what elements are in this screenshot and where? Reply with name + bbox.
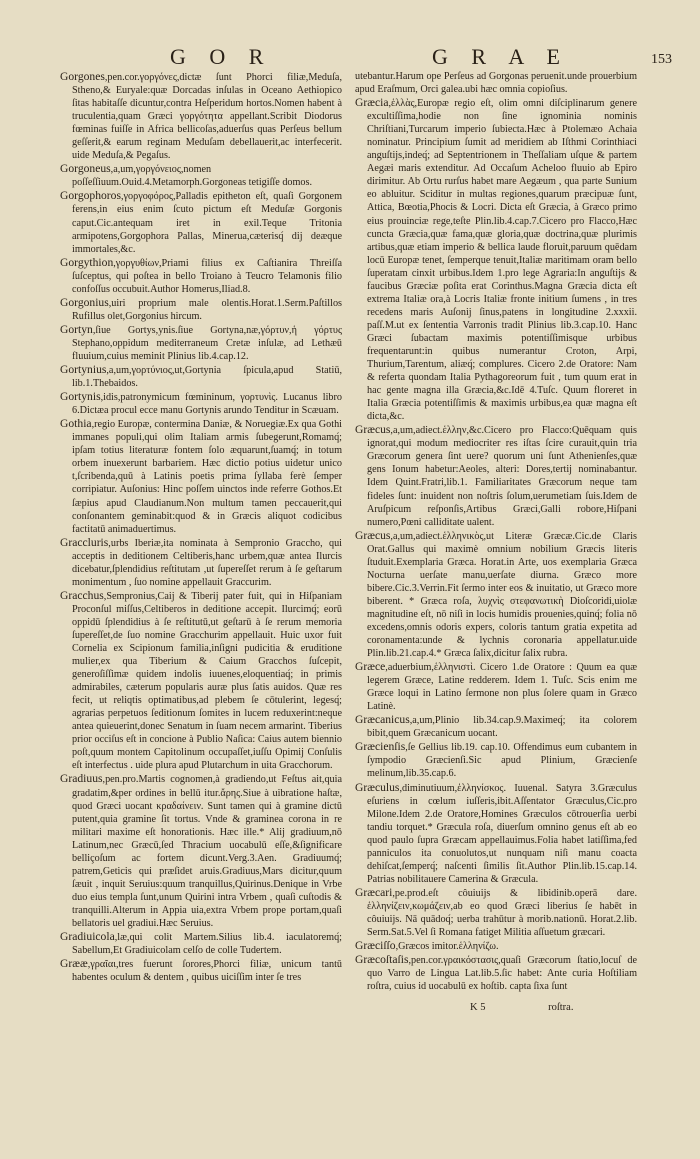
right-column bbox=[355, 70, 637, 1070]
dictionary-entry bbox=[60, 323, 342, 363]
entry-body: ,diminutiuum,ἑλληνίσκος. Iuuenal. Satyra 3.Græculus eſuriens in cœlum iuſſeris,ibit.Aſſentator Græculus,Cic.pro Milone.Idem 2.de Oratore,Homines Græculos cōtrouerſia uerbi tandiu torquet.* Græcula roſa, diuerſum omnino genus eſt ab eo quod paulo ſupra Græcam appellauimus.Folia habet latiſſima,fed panniculos ita conuolutos,ut nunquam niſi manu coacta dehiſcat,ſemperq́; naſcenti ſimilis ſit.Author Plin.lib.15.cap.14. Patrias nobilitauere Camerina & Græcula. bbox=[367, 782, 637, 885]
dictionary-entry bbox=[355, 529, 637, 660]
entry-body: ,urbs Iberiæ,ita nominata à Sempronio Graccho, qui acceptis in deditionem Celtiberis,hanc urbem,quæ antea Ilurcis dicebatur,ſplendidius reſtitutam ,ut ſupereſſet rerum à ſe geſtarum monimentum , ſuo nomine appellauit Graccurim. bbox=[72, 537, 342, 588]
entry-headword: Grææ bbox=[60, 957, 88, 971]
entry-body: utebantur.Harum ope Perſeus ad Gorgonas peruenit.unde prouerbium apud Eraſmum, Orci galea.ubi hæc omnia copioſius. bbox=[355, 71, 637, 96]
header-left: G O R bbox=[170, 44, 273, 69]
entry-body: ,pen.cor.γραικόστασις,quaſi Græcorum ſtatio,locuſ de quo Varro de Lingua Lat.lib.5.ſic habet: Ante curia Hoſtiliam roſtra, cuius id uocabulū ex hoſtib. capta ſixa ſunt bbox=[367, 955, 637, 993]
entry-headword: Græcia bbox=[355, 96, 389, 110]
entry-headword: Græciſſo bbox=[355, 939, 396, 953]
entry-headword: Gradiuus bbox=[60, 772, 103, 786]
entry-headword: Gortyn bbox=[60, 322, 93, 336]
entry-body: ,γοργυθίων,Priami filius ex Caſtianira Threiſſa ſuſceptus, qui poſtea in bello Troiano à Teucro Telamonis filio confoſſus occubuit.Author Homerus,Iliad.8. bbox=[72, 257, 342, 295]
entry-headword: Græcus bbox=[355, 528, 391, 542]
header-right: G R A E bbox=[432, 44, 569, 69]
entry-body: ,regio Europæ, contermina Daniæ, & Noruegiæ.Ex qua Gothi immanes populi,qui olim Italiam armis ſubegerunt,Romamq́; ipſam totius literaturæ fontem ſolo æquarunt,ſuamq́; in totum orbem inuexerunt barbariem. Hæc dictio potius uidetur unico t,ſcribenda,quū à Latinis poetis prima ſyllaba ferè ſemper corripiatur. Auſonius: Hinc poſſem uinctos inde referre Gothos.Et ſæpius apud Claudianum.Non multum tamen peccauerit,qui conſonantem geminabit:quod & in Græcis aliquot codicibus factitatū animaduertimus. bbox=[72, 419, 342, 535]
entry-headword: Gorgoneus bbox=[60, 162, 111, 176]
entry-headword: Græce bbox=[355, 660, 386, 674]
entry-body: ,a,um,adiect.ἑλλην,&c.Cicero pro Flacco:Quēquam quis ignorat,qui modum mediocriter res iſtas ſcire curauit,quin tria Græcorum genera ſint uere? quorum uni ſunt Athenienſes,quæ gens Ionum habetur:Aeoles, alteri: Dores,tertij nominabantur. Idem Quint.Fratri,lib.1. Familiaritates Græcorum neque tam fideles ſunt: inuident non noſtris ſolum,uerumetiam ſuis.Idem de Aruſpicum reſponſis,Artibus Græci,Galli robore,Hiſpani numero,Pœni calliditate ualent. bbox=[367, 425, 637, 528]
catchword: roſtra. bbox=[548, 1002, 574, 1013]
dictionary-entry bbox=[60, 70, 342, 162]
entry-body: ,pen.pro.Martis cognomen,à gradiendo,ut Feſtus ait,quia gradatim,&per ordines in bellū itur.ἄρης.Siue à uibratione haſtæ, quod Græci uocant κραδαίνειν. Sunt tamen qui à gramine dictū putent,quia gramine ſit tortus. Vnde & graminea corona in re militari maxime eſt honorationis. Hæc ille.* Alij gradiuum,nō Latinum,nec Græcū,ſed Thracium uocabulū eſſe,&ſignificare belliçoſum ac fortem dicunt.Verg.3.Aen. Gradiuumq́; patrem,Geticis qui præſidet aruis.Gradiuus,Mars dicitur,quum ſæuit , inquit Seruius:quum tranquillus,Quirinus.Denique in Vrbe duo eius templa ſunt,unum Quirini intra Vrbem , quaſi cuſtodis & tranquilli.Alterum in Appia uia,extra Vrbem prope portam,quaſi bellatoris uel gradiui.Hæc Seruius. bbox=[72, 774, 342, 929]
entry-body: ,Sempronius,Caij & Tiberij pater fuit, qui in Hiſpaniam Proconſul miſſus,Celtiberos in deditione accepit. Ilurcimq́; eorū oppidū ſplendidius à ſe reſtitutū,ut geſtarū à ſe rerum memoria ſupereſſet,de ſuo nomine Gracchurim appellauit. Huic uxor fuit Cornelia ex Scipionum familia,inſigni pudicitia & eruditione mulier,ex qua Tiberium & Caium Gracchos ſuſcepit, generoſiſſimæ quidem indolis iuuenes,eloquentiaq́; in primis admirabiles, cæterum popularis auræ plus ſatis auidos. Quæ res fecit, ut reliqtis optimatibus,ad plebem ſe cōtulerint, legesq́; agrarias perpetuos ſeditionum ſomites in lucem reduxerint:neque antea quieuerint,donec Senatum in ſuam necem armarint. Tiberius prior occiſus eſt in concione à Publio Naſica: Caius autem biennio poſt,quum montem Capitolinum occupaſſet,iuſſu Opimij Conſulis eſt interfectus . uide plura apud Plutarchum in uita Gracchorum. bbox=[72, 590, 342, 772]
dictionary-entry bbox=[60, 930, 342, 957]
dictionary-entry bbox=[355, 660, 637, 713]
entry-headword: Græcoſtaſis bbox=[355, 953, 409, 967]
entry-headword: Græcari bbox=[355, 885, 393, 899]
entry-headword: Graccluris bbox=[60, 535, 109, 549]
dictionary-entry bbox=[60, 589, 342, 773]
entry-headword: Græcanicus bbox=[355, 713, 410, 727]
entry-headword: Gothia bbox=[60, 417, 92, 431]
entry-headword: Gracchus bbox=[60, 588, 104, 602]
entry-body: ,uiri proprium male olentis.Horat.1.Serm.Paſtillos Rufillus olet,Gorgonius hircum. bbox=[72, 297, 342, 322]
entry-body: ,γραῖαι,tres fuerunt ſorores,Phorci filiæ, unicum tantū habentes oculum & dentem , quibus uiciſſim inter ſe tres bbox=[72, 959, 342, 984]
dictionary-entry bbox=[355, 70, 637, 96]
entry-body: ,a,um,γορτύνιος,ut,Gortynia ſpicula,apud Statiū, lib.1.Thebaidos. bbox=[72, 365, 342, 390]
signature-mark: K 5 bbox=[470, 1002, 486, 1013]
entry-body: ,a,um,adiect.ἑλληνικὸς,ut Literæ Græcæ.Cic.de Claris Orat.Gallus qui maximè omnium nobilium Græcis literis ſtuduit.Exemplaria Græca. Horat.in Arte, uos exemplaria Græca Nocturna uerſate manu,uerſate diurna. Græco more bibere.Cic.3.Verrin.Fit ſermo inter eos & inuitatio, ut Græco more biberent. * Græca roſa, λυχνὶς στεφανωτικὴ Dioſcoridi,uiolæ magnitudine eſt, nō niſi in locis humidis prouenies,quinq́; folia nō excedens,omnis odoris expers, coloris tantum gratia expetita ad coronamenta:unde & lychnis coronaria appellatur.uide Plin.lib.21.cap.4.* Græca ſalix,dicitur ſalix rubra. bbox=[367, 530, 637, 660]
dictionary-entry bbox=[355, 423, 637, 528]
entry-headword: Gorgythion bbox=[60, 255, 114, 269]
dictionary-entry bbox=[60, 772, 342, 930]
entry-body: ,ἑλλὰς,Europæ regio eſt, olim omni diſciplinarum genere excultiſſima,hodie non ſine ignominia nominis Chriſtiani,Turcarum imperio ſubiecta.Hæc à Ptolemæo Achaia nominatur. Principium ſumit ad meridiem ab Iſthmi Corinthiaci anguſtijs,indeq́; ad Septentrionem in Theſſaliam uſque & partem Aegæi maris extenditur. Ad Occaſum Acheloo fluuio ab Epiro dirimitur. Ab Ortu rurſus habet mare Aegæum , qua parte Sunium eo abluitur. Sciditur in multas regiones,quarum præcipuæ ſunt, Attica, Bœotia,Phocis & Locri. Dicta eſt Græcia, à Græco primo eius prouinciæ rege,teſte Plin.lib.4.cap.7.Cicero pro Flacco,Hæc cuncta Græcia,quæ fama,quæ gloria,quæ doctrina,quæ plurimis artibus,quæ etiam imperio & bellica laude floruit,paruum quēdam locū Europæ tenet, ſemperque tenuit,Italiæ maritimam oram bello ſuperatam cinxit urbibus.Idem 1.pro lege Agraria:In anguſtijs & faucibus Græciæ poſita erat Corinthus.Magna Græcia dicta eſt extrema Italiæ ora,à Locris Italiæ fronte initium ſumens , in tres recedens maris Auſonij ſinus,patens in longitudine 2.xxxii. paſſ.M.ut ex ſententia Varronis tradit Plinius lib.3.cap.10. Hanc Græci ſubactam maximis potentiſſimisque urbibus frequentarunt:in quibus numerantur Croton, Arpi, Thurium,Tarentum, aliæq́; complures. Cicero 2.de Oratore: Nam & referta quondam Italia Pythagoreorum fuit , tum quum erat in hac gente magna illa Græcia,&c.Idē 4.Tuſc. Quum floreret in Italia Græcia potentiſſimis & maximis urbibus,ea quæ magna eſt dicta,&c. bbox=[367, 98, 637, 423]
entry-body: ,ſe Gellius lib.19. cap.10. Offendimus eum cubantem in ſympodio Græcienſi.Sic apud Plinium, Græcienſe melinum,lib.35.cap.6. bbox=[367, 742, 637, 780]
dictionary-entry bbox=[60, 296, 342, 323]
dictionary-entry bbox=[355, 939, 637, 953]
dictionary-entry bbox=[355, 781, 637, 886]
dictionary-entry bbox=[60, 256, 342, 296]
dictionary-entry bbox=[355, 740, 637, 780]
entry-headword: Græcienſis bbox=[355, 740, 406, 754]
left-column bbox=[60, 70, 342, 1098]
entry-headword: Græcus bbox=[355, 423, 391, 437]
dictionary-entry bbox=[60, 390, 342, 417]
dictionary-entry bbox=[355, 953, 637, 993]
entry-body: ,a,um,γοργόνειος,nomen poſſeſſiuum.Ouid.4.Metamorph.Gorgoneas tetigiſſe domos. bbox=[72, 164, 313, 189]
dictionary-entry bbox=[60, 189, 342, 255]
entry-body: ,γοργοφόρος,Palladis epitheton eſt, quaſi Gorgonem ferens,in eius enim ſcuto pictum eſt Meduſæ Gorgonis caput.Cic.antequam iret in exil.Teque Tritonia armipotens,Gorgophora Pallas, Minerua,cæterisq́ dij deæque immortales,&c. bbox=[72, 191, 342, 255]
entry-body: ,ſiue Gortys,ynis.ſiue Gortyna,næ,γόρτυν,ἡ γόρτυς Stephano,oppidum mediterraneum Cretæ inſulæ, ad Lethæū fluuium,cuius meminit Plinius lib.4.cap.12. bbox=[72, 324, 342, 362]
entry-body: ,pe.prod.eſt côuiuijs & libidinib.operā dare. ἑλληνίζειν,κωμάζειν,ab eo quod Græci liberius ſe habēt in côuiuijs. Nā quādoq́; uerba trahūtur à morib.nationū. Horat.2.lib. Serm.Sat.5.Vel ſi Romana fatiget Militia aſſuetum græcari. bbox=[367, 887, 637, 939]
dictionary-entry bbox=[355, 886, 637, 939]
entry-body: ,aduerbium,ἑλληνιστὶ. Cicero 1.de Oratore : Quum ea quæ legerem Græce, Latine redderem. Idem 1. Tuſc. Scis enim me Græce loqui in Latino ſermone non plus ſolere quam in Græco Latinè. bbox=[367, 662, 637, 713]
entry-body: ,idis,patronymicum fœmininum, γορτυνὶς. Lucanus libro 6.Dictæa procul ecce manu Gortynis arundo Tenditur in Scæuam. bbox=[72, 392, 342, 417]
entry-headword: Græculus bbox=[355, 780, 400, 794]
entry-body: ,a,um,Plinio lib.34.cap.9.Maximeq́; ita colorem bibit,quem Græcanicum uocant. bbox=[367, 715, 637, 740]
entry-headword: Gortynis bbox=[60, 390, 101, 404]
dictionary-entry bbox=[60, 363, 342, 390]
entry-headword: Gorgones bbox=[60, 70, 105, 83]
dictionary-entry bbox=[60, 536, 342, 589]
entry-headword: Gradiuicola bbox=[60, 930, 115, 944]
page-number: 153 bbox=[651, 52, 672, 67]
entry-headword: Gortynius bbox=[60, 363, 107, 377]
entry-body: ,Græcos imitor.ἑλληνίζω. bbox=[395, 941, 499, 953]
dictionary-entry bbox=[60, 417, 342, 535]
page-footer bbox=[470, 1002, 670, 1013]
dictionary-entry bbox=[60, 957, 342, 984]
entry-headword: Gorgonius bbox=[60, 295, 109, 309]
entry-headword: Gorgophoros bbox=[60, 189, 121, 203]
dictionary-entry bbox=[355, 713, 637, 740]
entry-body: ,pen.cor.γοργόνες,dictæ ſunt Phorci filiæ,Meduſa, Stheno,& Euryale:quæ Dorcadas inſulas in Oceano Aethiopico ſitas habitaſſe dicuntur,contra Heſperidum hortos.Nomen habent à truculentia,quam Græci γοργότητα appellant.Scribit Diodorus fœminas fuiſſe in Africa bellicoſas,aduerſus quas Perſeus bellum geſſerit,& earum reginam Meduſam debellauerit,ac interfecerit. uide Meduſa,& Pegaſus. bbox=[72, 72, 342, 162]
entry-body: ,læ,qui colit Martem.Silius lib.4. iaculatoremq́; Sabellum,Et Gradiuicolam celſo de colle Tudertem. bbox=[72, 932, 342, 957]
dictionary-entry bbox=[60, 162, 342, 189]
dictionary-entry bbox=[355, 96, 637, 423]
